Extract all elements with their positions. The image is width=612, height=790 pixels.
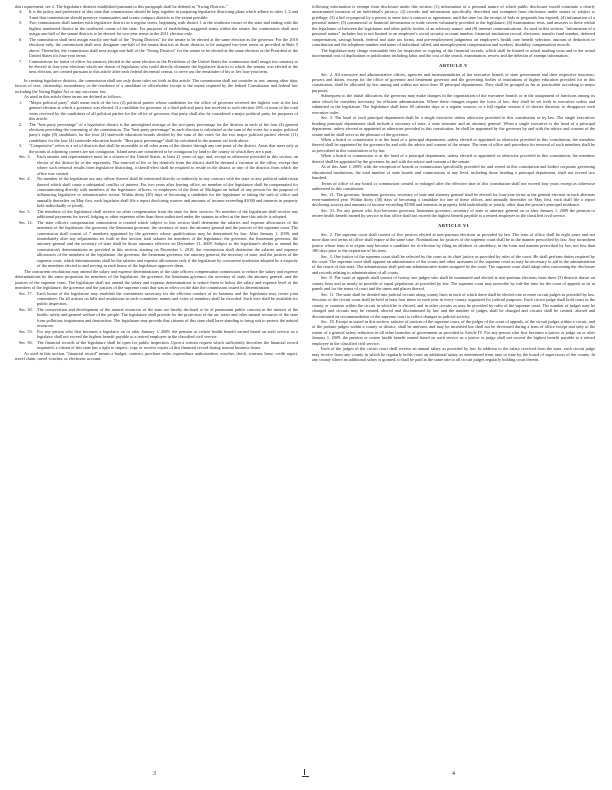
paragraph-text: The concurrent resolutions may amend the salary and expense determinations of the state officers compensation commission to reduce the salary and expense determinations by the same proportion for members of the legislature, the governor, the lieutenant governor, the secretary of state, the attorney general, and the justices of the supreme court. The legislature shall not amend the salary and expense determinations to reduce them to below the salary and expense level of the members of the legislature, the governor and the justices of the supreme court that was in effect on the date the commission issued its determination.	[15, 268, 298, 291]
paragraph-number: 3.	[19, 143, 23, 149]
paragraph-text: Sec. 2. The supreme court shall consist of five justices elected at non-partisan elections as provided by law. The term of office shall be eight years and not more than two terms of office shall expire at the same time. Nominations for justices of the supreme court shall be in the manner prescribed by law. Any incumbent justice whose term is to expire may become a candidate for re-election by filing an affidavit of candidacy, in the form and manner prescribed by law, not less than 180 days prior to the expiration of his term.	[312, 231, 595, 254]
paragraph	[312, 153, 595, 164]
paragraph	[15, 9, 298, 20]
paragraph	[15, 59, 298, 75]
paragraph-text: Sec. 8. The court of appeals shall consist of twenty one judges who shall be nominated and elected at non-partisan elections from three (3) districts drawn on county lines and as nearly as possible of equal population, as provided by law. The supreme court may prescribe by rule the time for the court of appeals to sit in panels and for the terms of court and the times and places thereof.	[312, 275, 595, 292]
paragraph	[15, 78, 298, 94]
paragraph-text: As of this June 1, 2009, with the exception of boards or commissions specifically provided for and vested in this constitution and bodies corporate governing educational institutions, the total number of state boards and commissions at any level, including those heading a principal department, shall not exceed two hundred.	[312, 164, 595, 181]
paragraph	[15, 291, 298, 307]
paragraph	[312, 192, 595, 208]
paragraph-text: "Major political party" shall mean each of the two (2) political parties whose candidates for the office of governor received the highest vote at the last general election at which a governor was elected. If a candidate for governor of a third political party has received at such election 20% or more of the total votes received by the candidates of all political parties for the office of governor, that party shall also be considered a major political party for purposes of this article.	[29, 99, 298, 122]
paragraph-text: For any person who first becomes a legislator on or after January 1, 2009, the pension or retiree health benefit earned based on such service as a legislator shall not exceed the highest benefit payable to a retired employee in the classified civil service.	[37, 328, 298, 340]
paragraph-text: Two commissions shall number each legislative district in a regular series, beginning with district 1 at the southeast corner of the state and ending with the highest numbered district in the northwest corner of the state. For purposes of establishing staggered terms within the senate, the commission shall next assign one-half of the senate districts to be elected for two-year terms in the 2011 election only.	[29, 20, 298, 37]
paragraph-number: Sec. 17.	[19, 290, 33, 296]
paragraph-text: Terms of office of any board or commission created or enlarged after the effective date of this constitution shall not exceed four years except as otherwise authorized in this constitution.	[312, 180, 595, 192]
paragraph	[312, 346, 595, 362]
paragraph-text: Sec. 3. One justice of the supreme court shall be selected by the court as its chief justice as provided by rules of the court. He shall perform duties required by the court. The supreme court shall appoint an administrator of the courts and other assistants of the supreme court as may be necessary to aid in the administration of the courts of this state. The administrator shall perform administrative duties assigned by the court. The supreme court shall adopt rules concerning the disclosure and records relating to administration of all courts.	[312, 253, 595, 275]
paragraph-number: Sec. 56.	[19, 339, 33, 345]
paragraph	[15, 176, 298, 209]
article-v-section	[312, 72, 595, 219]
paragraph-text: Subsequent to the initial allocation, the governor may make changes in the organization of the executive branch or in the assignment of functions among its units which he considers necessary for efficient administration. Where these changes require the force of law, they shall be set forth in executive orders and submitted to the legislature. The legislature shall have 60 calendar days of a regular session, or a full regular session if of shorter duration, to disapprove each executive order.	[312, 93, 595, 115]
paragraph	[312, 275, 595, 291]
paragraph	[15, 329, 298, 340]
paragraph-text: The commission shall next assign exactly one-half of the "Swing Districts" for the senate to be elected at the same election as the governor. For the 2010 elections only, the commission shall next designate one-half of the senate districts as those districts to be assigned two-year terms as provided in Rule 5 above. Thereafter, the commission shall next assign one-half of the "Swing Districts" for the senate to be elected at the same election as the President of the United States for four-year terms.	[29, 36, 298, 59]
paragraph-text: As used in this article these terms are defined as follows:	[24, 94, 122, 100]
paragraph	[312, 72, 595, 94]
paragraph-text: No member of the legislature nor any officer thereof shall be interested directly or indirectly in any contract with the state or any political subdivision thereof which shall cause a substantial conflict of interest. For two years after leaving office, no member of the legislature shall be compensated for communicating directly with members of the legislature, officers, or employees of the State of Michigan on behalf of any person for the purpose of influencing legislative or administrative action. Within thirty (30) days of becoming a candidate for the legislature or taking the oath of office and annually thereafter on May first, each legislator shall file a report disclosing sources and amounts of income exceeding $1000 and interests in property held individually or jointly.	[37, 176, 298, 209]
paragraph	[312, 319, 595, 346]
paragraph-text: As used in this section, "financial record" means a budget, contract, purchase order, expenditure authorization, voucher, check, warrant, lease, credit report, travel claim, travel voucher, or electronic account.	[15, 350, 298, 361]
paragraph-text: Each house of the legislature may establish the committees necessary for the efficient conduct of its business and the legislature may create joint committees. On all actions on bills and resolutions in each committee, names and votes of members shall be recorded. Such vote shall be available for public inspection.	[37, 290, 298, 307]
paragraph	[15, 351, 298, 362]
paragraph-number: Sec. 5.	[19, 208, 31, 214]
paragraph	[312, 292, 595, 319]
paragraph	[15, 20, 298, 36]
paragraph-text: The financial records of the legislature shall be open for public inspection. Upon a written request which sufficiently describes the financial record requested, a citizen of this state has a right to inspect, copy or receive copies of this financial record during normal business hours.	[37, 339, 298, 351]
paragraph	[312, 208, 595, 219]
left-column	[15, 4, 298, 766]
paragraph-text: Sec. 2. All executive and administrative offices, agencies and instrumentalities of the executive branch of state government and their respective functions, powers and duties, except for the office of governor and lieutenant governor and the governing bodies of institutions of higher education provided for in this constitution, shall be allocated by law among and within not more than 18 principal departments. They shall be grouped as far as practicable according to major purposes.	[312, 71, 595, 93]
paragraph-text: It is the policy and preference of this state that commissions should be kept together in preparing legislative districting plans which adhere to rules 1, 2 and 3 and that commissions should preserve communities and create compact districts to the extent possible.	[29, 9, 298, 20]
paragraph	[15, 269, 298, 291]
paragraph	[312, 115, 595, 137]
paragraph-number: Sec. 12.	[19, 219, 33, 225]
paragraph	[312, 164, 595, 180]
paragraph	[15, 37, 298, 59]
paragraph-text: In creating legislative districts, the commission shall use only those rules set forth in this article. The commission shall not consider or use, among other data, factors of race, citizenship, incumbency or the residence of a candidate or officeholder except to the extent required by the federal Constitution and federal law including the Voting Rights Act or any successor law.	[15, 77, 298, 94]
paragraph-text: "Competitive" refers to a set of districts that shall be accessible to all other areas of the district through any one point of the district. Areas that meet only at the points of adjoining corners are not contiguous. Island areas are considered to be contiguous by land to the county of which they are a part.	[29, 143, 298, 154]
paragraph	[312, 137, 595, 153]
paragraph-text: Sec. 11. The state shall be divided into judicial circuits along county lines in each of which there shall be elected one or more circuit judges as provided by law. Sessions of the circuit court shall be held at least four times in each year in every county organized for judicial purposes. Each circuit judge shall hold court in the county or counties within the circuit in which he is elected, and in other circuits as may be provided by rules of the supreme court. The number of judges may be changed and circuits may be created, altered and discontinued by law and the number of judges shall be changed and circuits shall be created, altered and discontinued on recommendation of the supreme court to reflect changes in judicial activity.	[312, 291, 595, 319]
article-vi-section	[312, 232, 595, 363]
paragraph	[15, 143, 298, 154]
paragraph	[312, 93, 595, 115]
paragraph	[15, 220, 298, 269]
article-heading: ARTICLE V	[439, 62, 468, 68]
paragraph-text: following information is exempt from disclosure under this section: (1) information of a personal nature of which public disclosure would constitute a clearly unwarranted invasion of an individual's privacy; (2) records and information specifically described and exempted from disclosure under statute or subject to privilege; (3) a bid or proposal by a person to enter into a contract or agreement, until the time for the receipt of bids or proposals has expired; (4) information of a personal nature; (5) commercial or financial information or trade secrets voluntarily provided to the legislature; (6) examination, tests, and answers to these within the legislature or between the legislature and other public bodies of an advisory nature; and (8) internal communications. As used in this section, "information of a personal nature" includes but is not limited to an employee's social security account number, financial institution record, electronic transfer fund number, deferred compensation, savings bonds, federal and state tax forms, and pre-employment judgments on employee's health care benefit selection, amount of deduction or contribution and the telephone number and name of individual called, and unemployment compensation and workers' disability compensation records.	[312, 4, 595, 48]
right-intro-section	[312, 4, 595, 59]
paragraph	[312, 254, 595, 276]
paragraph-text: Each senator and representative must be a citizen of the United States, at least 21 years of age, and, except as otherwise provided in this section, an elector of the district he or she represents. The removal of his or her domicile from the district shall be deemed a vacation of the office, except that where such removal results from legislative districting, a sheriff-elect shall be required to reside in the district or any of the districts from which the office was created.	[37, 154, 298, 176]
paragraph-number: Sec. 4.	[19, 176, 31, 182]
paragraph	[312, 4, 595, 48]
paragraph-text: Sec. 31. For any person who first becomes governor, lieutenant governor, secretary of state or attorney general on or after January 1, 2009 the pension or retiree health benefit earned by service in that office shall not exceed the highest benefit payable to a retired employee in the classified civil service.	[312, 207, 595, 219]
paragraph-number: Sec. 30.	[19, 306, 33, 312]
paragraph	[15, 154, 298, 176]
right-column	[312, 4, 595, 766]
paragraph-number: Sec. 53.	[19, 328, 33, 334]
paragraph-number: 7.	[19, 58, 23, 64]
paragraph-text: When a board or commission is at the head of a principal department, unless elected or appointed as otherwise provided in this constitution, the members thereof shall be appointed by the governor by and with the advice and consent of the senate. The term of office and procedure for removal of such members shall be as prescribed in this constitution or by law.	[312, 136, 595, 153]
paragraph-number: 4.	[19, 9, 23, 15]
paragraph-number: Sec. 3.	[19, 154, 31, 160]
paragraph-text: The members of the legislature shall receive no other compensation from the state for their services. No member of the legislature shall receive any additional payments for travel, lodging or other expenses other than those authorized under the statutes in effect at the time this article is adopted.	[37, 208, 298, 220]
paragraph	[15, 122, 298, 144]
paragraph-number: 6.	[19, 36, 23, 42]
paragraph-text: The legislature may charge reasonable fees for inspection or copying of the financial records, which shall be limited to actual mailing costs and to the actual incremental cost of duplication or publication including labor and the cost of the search, examination, review and the deletion of exempt information.	[312, 47, 595, 59]
page-number-left: 3	[153, 771, 156, 777]
paragraph	[15, 307, 298, 329]
paragraph-text: Commissions for terms of office for senators elected at the same election as the Presidents of the United States the commission shall assign two senators to be elected in four-year elections which are drawn of legislators who could directly eliminate the legislative district to which the senator was elected at the next election, are created pursuant to this article after each federal decennial census, to serve out the remainder of his or her four-year term.	[29, 58, 298, 75]
paragraph	[15, 100, 298, 122]
paragraph-text: The state officers compensation commission is created which subject to this section shall determine the salaries and expense allowances of the members of the legislature, the governor, the lieutenant governor, the secretary of state, the attorney general and the justices of the supreme court. The commission shall consist of 7 members appointed by the governor whose qualifications may be determined by law. After January 1, 2009, and immediately after any adjustments set forth in this section, total salaries for members of the legislature, the governor, the lieutenant governor, the attorney general and the secretary of state shall be those amounts effective on December 31, 2009. Subject to the legislature's ability to amend the commission's determinations as provided in this section, starting on December 1, 2010, the commission shall determine the salaries and expense allowances of the members of the legislature, the governor, the lieutenant governor, the attorney general, the secretary of state, and the justices of the supreme court, which determinations shall be the salaries and expense allowances only if the legislature by concurrent resolution adopted by a majority of the members elected to and serving in each house of the legislature approves them.	[37, 219, 298, 269]
paragraph-text: Sec. 3. The head of each principal department shall be a single executive unless otherwise provided in this constitution or by law. The single executives heading principal departments shall include a secretary of state, a state treasurer and an attorney general. When a single executive is the head of a principal department, unless elected or appointed as otherwise provided in this constitution, he shall be appointed by the governor by and with the advice and consent of the senate and he shall serve at the pleasure of the governor.	[312, 115, 595, 137]
paragraph-number: 5.	[19, 20, 23, 26]
page-divider-mark	[302, 769, 310, 778]
paragraph-number: 2.	[19, 121, 23, 127]
paragraph	[312, 48, 595, 59]
paragraph-text: Sec. 21. The governor, lieutenant governor, secretary of state and attorney general shall be elected for four-year terms at the general election in each alternate even-numbered year. Within thirty (30) days of becoming a candidate for one of these offices, and annually thereafter on May first, each shall file a report disclosing sources and amounts of income exceeding $1000 and interests in property held individually or jointly, other than the person's principal residence.	[312, 191, 595, 208]
article-heading: ARTICLE VI	[438, 222, 469, 228]
paragraph	[15, 340, 298, 351]
paragraph-text: Sec. 18. Except as stated in this section, salaries of justices of the supreme court, of the judges of the court of appeals, of the circuit judges within a circuit, and of the probate judges within a county or district, shall be uniform, and may be increased but shall not be decreased during a term of office except and only to the extent of a general salary reduction in all other branches of government as provided in Article IV. For any person who first becomes a justice or judge on or after January 1, 2009, the pension or retiree health benefit earned based on such service as a justice or judge shall not exceed the highest benefit payable to a retired employee in the classified civil service.	[312, 319, 595, 346]
paragraph-text: Each of the judges of the circuit court shall receive an annual salary as provided by law. In addition to the salary received from the state, each circuit judge may receive from any county in which he regularly holds court an additional salary as determined from time to time by the board of supervisors of the county. In any county where an additional salary is granted, it shall be paid at the same rate to all circuit judges regularly holding court therein.	[312, 346, 595, 363]
paragraph	[312, 232, 595, 254]
paragraph	[312, 181, 595, 192]
paragraph	[15, 209, 298, 220]
paragraph-text: The conservation and development of the natural resources of the state are hereby declared to be of paramount public concern in the interest of the health, safety and general welfare of the people. The legislature shall provide for the protection of the air, water and other natural resources of the state from pollution, impairment and destruction. The legislature may provide that citizens of this state shall have standing to bring suit to protect the natural resources.	[37, 306, 298, 329]
paragraph-text: When a board or commission is at the head of a principal department, unless elected or appointed as otherwise provided in this constitution, the members thereof shall be appointed by the governor by and with the advice and consent of the senate.	[312, 153, 595, 164]
paragraph-text: The "best party percentage" of a legislative district is the unweighted average of the two-party percentage for the districts in each of the four (4) general elections preceding the convening of the commission. The "best party percentage" in each election is calculated as the sum of the votes for a major political party's eight (8) candidates for the four (4) statewide education boards divided by the sum of the votes for the two major political parties' eleven (11) candidates for the four (4) statewide education boards. "Best party percentage" shall be calculated in the manner set forth above.	[29, 121, 298, 143]
page-number-right: 4	[452, 771, 455, 777]
paragraph-text: this requirement, see 2. The legislature districts established pursuant to this paragraph shall be defined as "Swing Districts."	[15, 4, 228, 9]
paragraph-number: 1.	[19, 99, 23, 105]
